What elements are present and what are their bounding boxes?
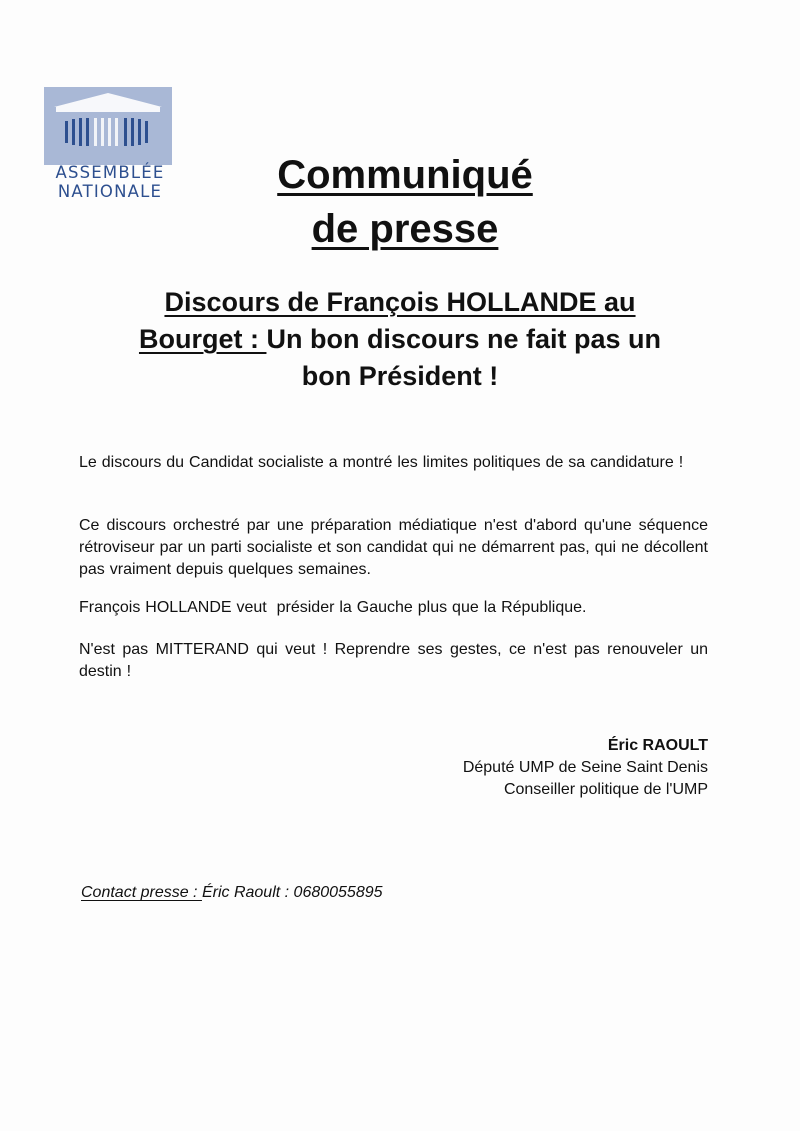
press-contact — [81, 882, 383, 904]
body-paragraph-2: Ce discours orchestré par une préparation médiatique n'est d'abord qu'une séquence rétroviseur par un parti socialiste et son candidat qui ne démarrent pas, qui ne décollent pas vraiment depuis quelques semaines. — [79, 517, 708, 578]
subtitle-line1 — [80, 284, 720, 321]
document-title-line1: Communiqué — [277, 153, 533, 197]
subtitle-line2-rest: Un bon discours ne fait pas un — [266, 324, 662, 354]
signature-role-2: Conseiller politique de l'UMP — [503, 781, 708, 798]
subtitle-line3: bon Président ! — [301, 361, 499, 391]
subtitle-line2-underlined: Bourget : — [138, 324, 267, 354]
document-title-line2: de presse — [311, 207, 499, 251]
subtitle-line2 — [80, 321, 720, 358]
logo-text-line1: ASSEMBLÉE — [55, 163, 165, 182]
assemblee-nationale-logo — [44, 87, 174, 207]
logo-text-line2: NATIONALE — [57, 182, 163, 201]
body-paragraph-4: N'est pas MITTERAND qui veut ! Reprendre ses gestes, ce n'est pas renouveler un destin ! — [79, 641, 708, 680]
subtitle-line1-text: Discours de François HOLLANDE au — [164, 287, 636, 317]
assemblee-building-icon — [44, 87, 172, 165]
press-contact-value: Éric Raoult : 0680055895 — [201, 884, 383, 901]
signature-role-1: Député UMP de Seine Saint Denis — [462, 759, 708, 776]
press-contact-label: Contact presse : — [81, 884, 202, 901]
body-paragraph-1: Le discours du Candidat socialiste a montré les limites politiques de sa candidature ! — [79, 454, 684, 471]
signature-name: Éric RAOULT — [607, 737, 708, 754]
body-paragraph-3: François HOLLANDE veut présider la Gauche plus que la République. — [79, 599, 587, 616]
